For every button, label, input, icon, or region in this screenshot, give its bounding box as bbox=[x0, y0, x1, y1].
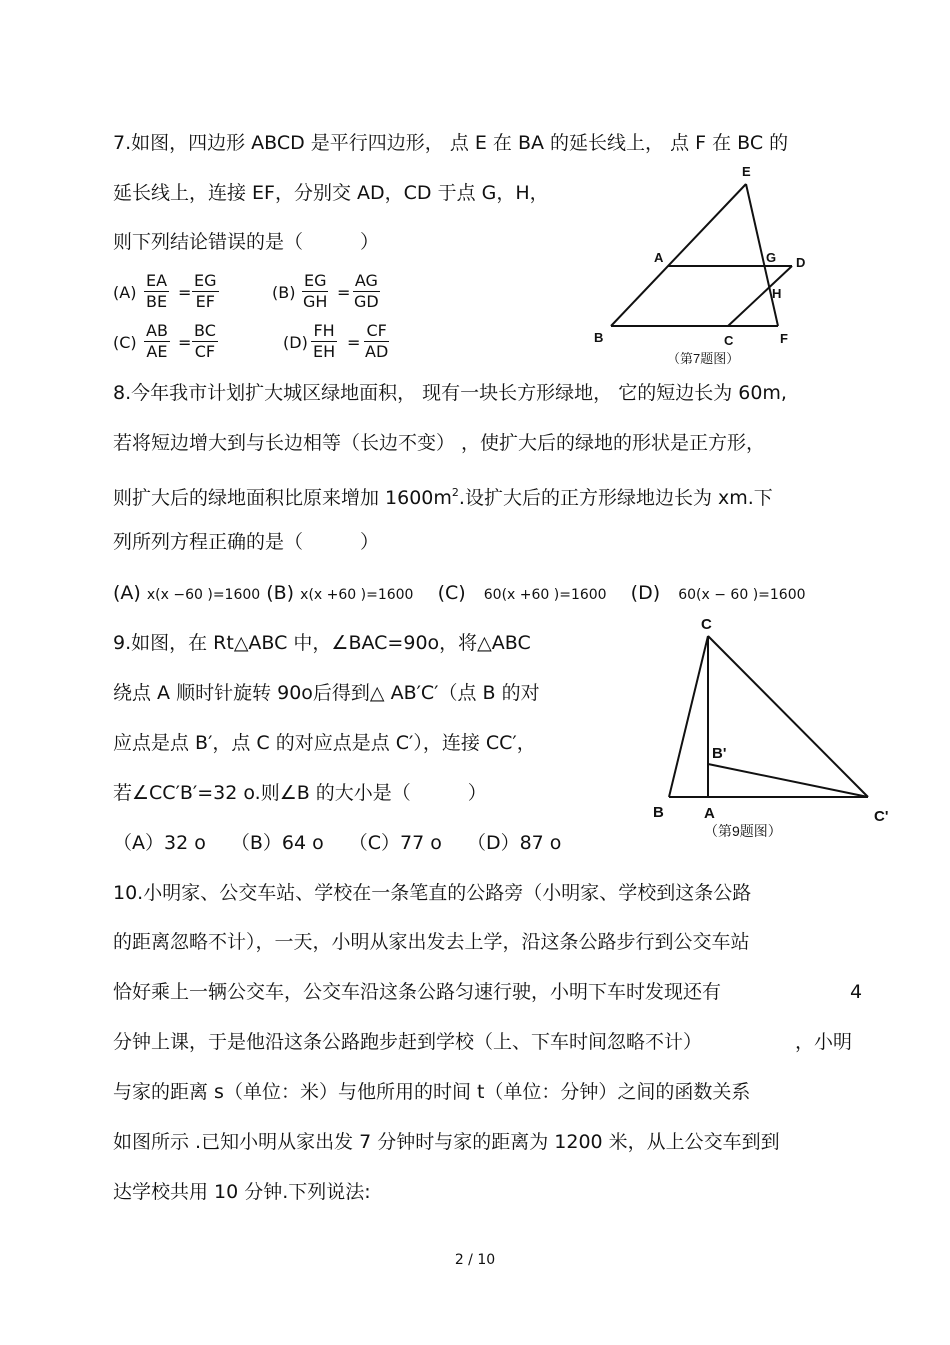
q7-figure-caption: （第7题图） bbox=[667, 351, 740, 366]
q7-option-d-fraction-left bbox=[311, 321, 337, 362]
q7-option-b-label: (B) bbox=[272, 283, 296, 302]
q7-line-2: 延长线上，连接 EF，分别交 AD，CD 于点 G，H， bbox=[113, 182, 549, 204]
equals-sign: = bbox=[178, 333, 192, 352]
equals-sign: = bbox=[178, 283, 192, 302]
q7-line-3: 则下列结论错误的是（ ） bbox=[113, 231, 380, 253]
q8-option-c-equation: 60(x +60 )=1600 bbox=[483, 587, 607, 603]
q7-option-b-fraction-left bbox=[301, 271, 329, 312]
numerator: AB bbox=[146, 321, 168, 340]
q8-option-c-label: (C) bbox=[437, 582, 466, 604]
q7-option-c-fraction-right bbox=[192, 321, 218, 362]
q7-option-b-fraction-right bbox=[352, 271, 381, 312]
line-eb bbox=[611, 184, 746, 326]
q8-line-3-part-a: 则扩大后的绿地面积比原来增加 1600m bbox=[113, 487, 452, 509]
q8-option-a-equation: x(x −60 )=1600 bbox=[146, 587, 261, 603]
label-b: B bbox=[594, 330, 604, 345]
numerator: AG bbox=[354, 271, 378, 290]
label-c: C bbox=[701, 616, 712, 633]
denominator: EH bbox=[313, 342, 336, 361]
label-f: F bbox=[780, 331, 788, 346]
q8-option-a-label: (A) bbox=[113, 582, 141, 604]
line-cb bbox=[669, 636, 708, 797]
q8-option-b-equation: x(x +60 )=1600 bbox=[300, 587, 414, 603]
page-number: 2 / 10 bbox=[454, 1252, 496, 1268]
line-b1c1 bbox=[708, 764, 868, 797]
label-b: B bbox=[653, 804, 664, 821]
q7-figure bbox=[585, 160, 825, 370]
q9-options: （A）32 o （B）64 o （C）77 o （D）87 o bbox=[113, 832, 562, 854]
q7-option-d-fraction-right bbox=[363, 321, 390, 362]
denominator: GD bbox=[354, 292, 379, 311]
q10-line-7: 达学校共用 10 分钟.下列说法: bbox=[113, 1181, 371, 1203]
q10-line-1: 10.小明家、公交车站、学校在一条笔直的公路旁（小明家、学校到这条公路 bbox=[113, 882, 752, 904]
denominator: AE bbox=[146, 342, 168, 361]
superscript: 2 bbox=[451, 486, 459, 499]
q7-option-c-fraction-left bbox=[144, 321, 170, 362]
label-a: A bbox=[654, 250, 664, 265]
q7-option-a-fraction-left bbox=[144, 271, 169, 312]
label-h: H bbox=[772, 286, 782, 301]
q8-line-4: 列所列方程正确的是（ ） bbox=[113, 531, 380, 553]
denominator: GH bbox=[303, 292, 328, 311]
q8-options bbox=[113, 581, 806, 607]
q9-line-4: 若∠CC′B′=32 o.则∠B 的大小是（ ） bbox=[113, 782, 487, 804]
numerator: CF bbox=[366, 321, 387, 340]
q7-line-1: 7.如图，四边形 ABCD 是平行四边形， 点 E 在 BA 的延长线上， 点 F 在 BC 的 bbox=[113, 132, 789, 154]
q8-line-2: 若将短边增大到与长边相等（长边不变） ，使扩大后的绿地的形状是正方形， bbox=[113, 432, 766, 454]
q9-line-1: 9.如图，在 Rt△ABC 中，∠BAC=90o，将△ABC bbox=[113, 632, 531, 654]
q10-line-5: 与家的距离 s（单位：米）与他所用的时间 t（单位：分钟）之间的函数关系 bbox=[113, 1081, 751, 1103]
q10-line-3: 恰好乘上一辆公交车，公交车沿这条公路匀速行驶，小明下车时发现还有 bbox=[113, 981, 722, 1003]
q8-line-3 bbox=[113, 481, 773, 510]
numerator: EG bbox=[303, 271, 327, 290]
numerator: FH bbox=[313, 321, 335, 340]
numerator: BC bbox=[194, 321, 216, 340]
label-a: A bbox=[704, 805, 715, 822]
q9-line-3: 应点是点 B′，点 C 的对应点是点 C′），连接 CC′， bbox=[113, 732, 536, 754]
label-c: C bbox=[724, 333, 734, 348]
q9-figure-caption: （第9题图） bbox=[704, 823, 782, 839]
numerator: EA bbox=[146, 271, 168, 290]
q10-line-3-number: 4 bbox=[850, 981, 863, 1003]
segment-dc bbox=[728, 266, 792, 326]
label-d: D bbox=[796, 255, 806, 270]
denominator: AD bbox=[365, 342, 389, 361]
q9-line-2: 绕点 A 顺时针旋转 90o后得到△ AB′C′（点 B 的对 bbox=[113, 682, 540, 704]
equals-sign: = bbox=[347, 333, 361, 352]
q10-line-6: 如图所示 .已知小明从家出发 7 分钟时与家的距离为 1200 米，从上公交车到到 bbox=[113, 1131, 780, 1153]
q10-line-4: 分钟上课，于是他沿这条公路跑步赶到学校（上、下车时间忽略不计） bbox=[113, 1031, 703, 1053]
line-cc1 bbox=[708, 636, 868, 797]
q10-line-4-end: ，小明 bbox=[795, 1031, 853, 1053]
q10-line-2: 的距离忽略不计），一天，小明从家出发去上学，沿这条公路步行到公交车站 bbox=[113, 931, 750, 953]
q7-option-d-label: (D) bbox=[283, 333, 308, 352]
q8-option-b-label: (B) bbox=[266, 582, 295, 604]
label-c-prime: C' bbox=[874, 808, 889, 825]
denominator: CF bbox=[194, 342, 216, 361]
denominator: EF bbox=[195, 292, 215, 311]
q7-option-a-fraction-right bbox=[192, 271, 219, 312]
q8-option-d-equation: 60(x − 60 )=1600 bbox=[678, 587, 806, 603]
denominator: BE bbox=[146, 292, 168, 311]
equals-sign: = bbox=[337, 283, 351, 302]
q8-line-3-part-b: .设扩大后的正方形绿地边长为 xm.下 bbox=[458, 487, 773, 509]
q9-figure bbox=[645, 610, 905, 840]
label-g: G bbox=[766, 250, 777, 265]
q7-option-a-label: (A) bbox=[113, 283, 137, 302]
q7-option-c-label: (C) bbox=[113, 333, 137, 352]
q8-line-1: 8.今年我市计划扩大城区绿地面积， 现有一块长方形绿地， 它的短边长为 60m, bbox=[113, 382, 787, 404]
q8-option-d-label: (D) bbox=[630, 582, 661, 604]
numerator: EG bbox=[194, 271, 217, 290]
label-e: E bbox=[742, 164, 751, 179]
label-b-prime: B' bbox=[712, 745, 727, 762]
